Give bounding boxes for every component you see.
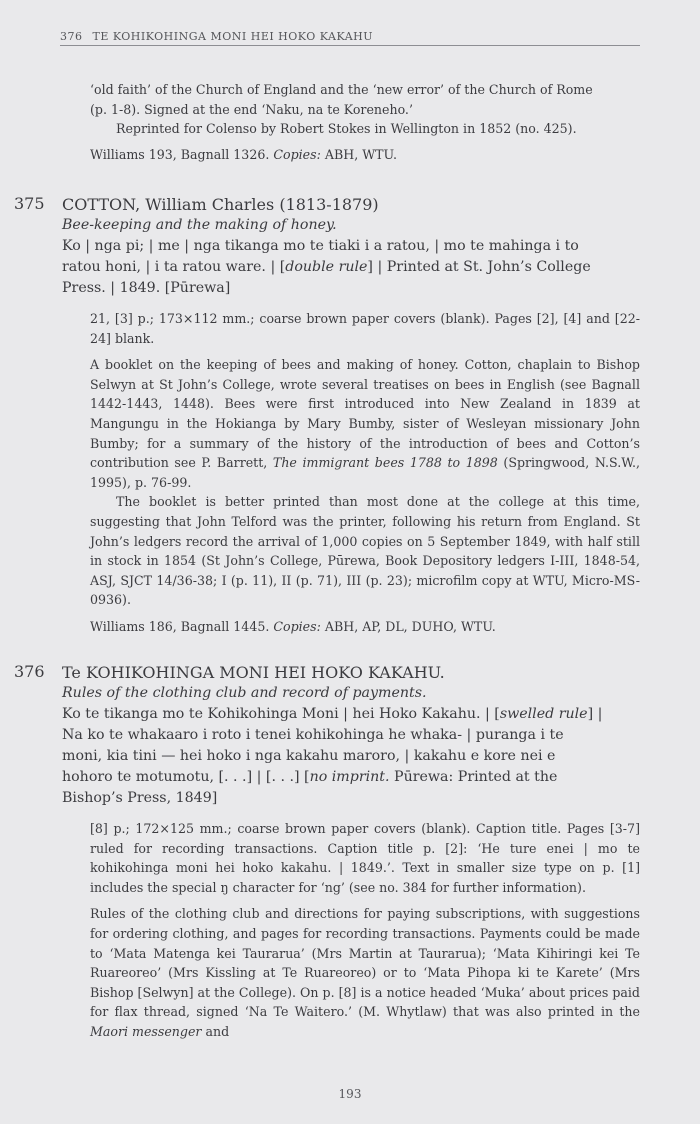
- title-line: Press. | 1849. [Pūrewa]: [62, 280, 231, 296]
- title-line: hohoro te motumotu, [. . .] | [. . .] [no imprint. Pūrewa: Printed at the: [62, 769, 558, 785]
- running-header: [60, 30, 640, 46]
- author-dates: (1813-1879): [279, 195, 379, 214]
- entry-refs: Williams 186, Bagnall 1445. Copies: ABH, AP, DL, DUHO, WTU.: [90, 618, 496, 634]
- title-line: Ko | nga pi; | me | nga tikanga mo te tiaki i a ratou, | mo te mahinga i to: [62, 238, 579, 254]
- title-line: Ko te tikanga mo te Kohikohinga Moni | hei Hoko Kakahu. | [swelled rule] |: [62, 706, 603, 722]
- author-name: COTTON, William Charles: [62, 195, 275, 214]
- header-title: TE KOHIKOHINGA MONI HEI HOKO KAKAHU: [92, 30, 374, 43]
- english-title: Bee-keeping and the making of honey.: [62, 217, 337, 233]
- entry-375: [62, 194, 640, 637]
- header-page-number: 376: [60, 30, 83, 43]
- entry-notes: [90, 309, 640, 637]
- entry-heading: [62, 194, 640, 215]
- title-line: Na ko te whakaaro i roto i tenei kohikohinga he whaka- | puranga i te: [62, 727, 564, 743]
- page-number: 193: [338, 1087, 362, 1101]
- continuation-reprint: Reprinted for Colenso by Robert Stokes in Wellington in 1852 (no. 425).: [116, 121, 577, 137]
- continuation-line: (p. 1-8). Signed at the end ‘Naku, na te Koreneho.’: [90, 101, 413, 117]
- entry-notes: [90, 819, 640, 1042]
- english-title: Rules of the clothing club and record of payments.: [62, 685, 427, 701]
- title-line: Bishop’s Press, 1849]: [62, 790, 218, 806]
- note-paragraph: A booklet on the keeping of bees and making of honey. Cotton, chaplain to Bishop Selwyn at St John’s College, wrote several treatises on bees in English (see Bagnall 1442-1443, 1448). Bees were first introduced into New Zealand in 1839 at Mangungu in the Hokianga by Mary Bumby, sister of Wesleyan missionary John Bumby; for a summary of the history of the introduction of bees and Cotton’s contribution see P. Barrett, The immigrant bees 1788 to 1898 (Springwood, N.S.W., 1995), p. 76-99.: [90, 357, 640, 490]
- maori-title: Te KOHIKOHINGA MONI HEI HOKO KAKAHU: [62, 663, 440, 682]
- entry-heading: Te KOHIKOHINGA MONI HEI HOKO KAKAHU.: [62, 663, 445, 682]
- note-paragraph: Rules of the clothing club and directions for paying subscriptions, with suggestions for ordering clothing, and pages for recording transactions. Payments could be made to ‘Mata Matenga kei Taurarua’ (Mrs Martin at Taurarua); ‘Mata Kihiringi kei Te Ruareoreo’ (Mrs Kissling at Te Ruareoreo) or to ‘Mata Pihopa ki te Karete’ (Mrs Bishop [Selwyn] at the College). On p. [8] is a notice headed ‘Muka’ about prices paid for flax thread, signed ‘Na Te Waitero.’ (M. Whytlaw) that was also printed in the Maori messenger and: [90, 906, 640, 1039]
- entry-376: [62, 662, 640, 1042]
- entry-title-block: [62, 215, 640, 299]
- continuation-line: ‘old faith’ of the Church of England and the ‘new error’ of the Church of Rome: [90, 82, 593, 97]
- physical-description: 21, [3] p.; 173×112 mm.; coarse brown paper covers (blank). Pages [2], [4] and [22-24] blank.: [90, 311, 640, 346]
- entry-number: 376: [14, 662, 45, 681]
- entry-title-block: [62, 683, 640, 809]
- physical-description: [8] p.; 172×125 mm.; coarse brown paper covers (blank). Caption title. Pages [3-7] ruled for recording transactions. Caption title p. [2]: ‘He ture enei | mo te kohikohinga moni hei hoko kakahu. | 1849.’. Text in smaller size type on p. [1] includes the special ŋ character for ‘ng’ (see no. 384 for further information).: [90, 821, 640, 895]
- title-line: moni, kia tini — hei hoko i nga kakahu maroro, | kakahu e kore nei e: [62, 748, 556, 764]
- continuation-refs: Williams 193, Bagnall 1326. Copies: ABH, WTU.: [90, 146, 398, 162]
- note-paragraph: The booklet is better printed than most done at the college at this time, suggesting that John Telford was the printer, following his return from England. St John’s ledgers record the arrival of 1,000 copies on 5 September 1849, with half still in stock in 1854 (St John’s College, Pūrewa, Book Depository ledgers I-III, 1848-54, ASJ, SJCT 14/36-38; I (p. 11), II (p. 71), III (p. 23); microfilm copy at WTU, Micro-MS-0936).: [90, 494, 640, 608]
- continuation-block: [90, 80, 640, 164]
- title-line: ratou honi, | i ta ratou ware. | [double rule] | Printed at St. John’s College: [62, 259, 591, 275]
- entry-number: 375: [14, 194, 45, 213]
